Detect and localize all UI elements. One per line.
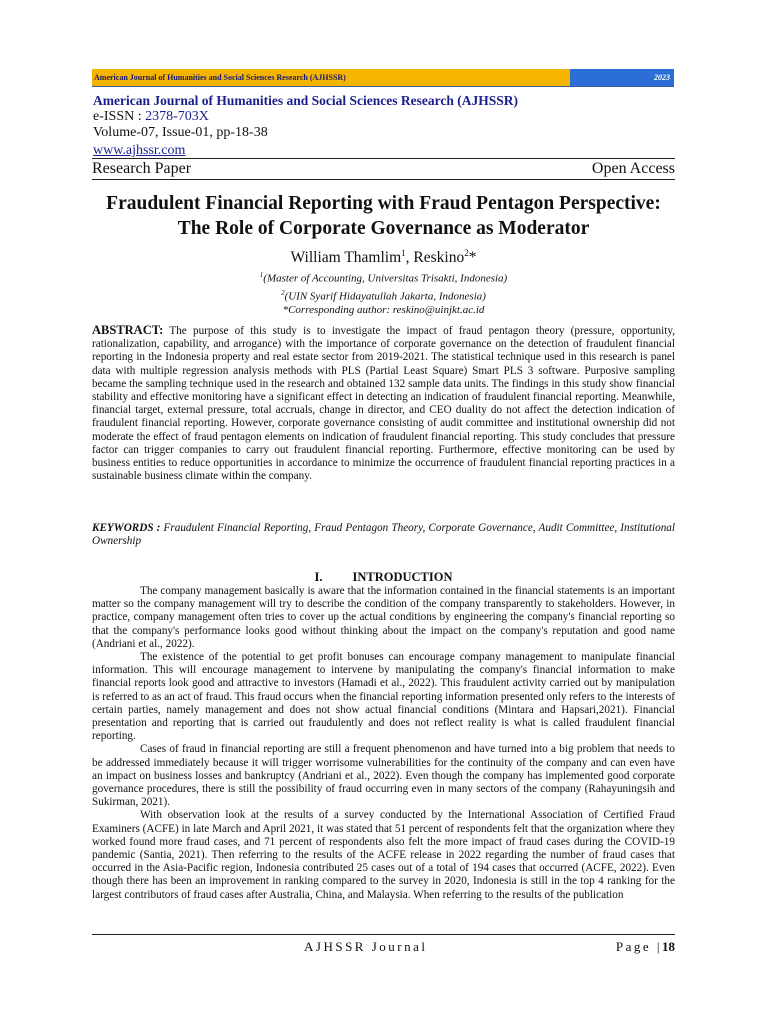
journal-info	[93, 93, 675, 159]
keywords-text: Fraudulent Financial Reporting, Fraud Pentagon Theory, Corporate Governance, Audit Committee, Institutional Ownership	[92, 522, 675, 548]
paragraph: The existence of the potential to get profit bonuses can encourage company management to manipulate financial information. This will encourage management to intervene by manipulating the company's financial information to make financial reports look good and attractive to investors (Hamadi et al., 2022). This fraudulent activity carried out by manipulation is referred to as an act of fraud. This fraud occurs when the financial reporting information presented only refers to the interests of certain parties, namely management and does not show actual financial conditions (Mintara and Hapsari,2021). Financial presentation and reporting that is carried out fraudulently and does not reflect reality is what is called fraudulent financial reporting.	[92, 651, 675, 743]
author-affiliation-mark: 1	[401, 248, 406, 258]
journal-url-link[interactable]: www.ajhssr.com	[93, 143, 186, 158]
corresponding-mark: *	[468, 249, 477, 267]
affiliations	[92, 268, 675, 317]
paragraph: Cases of fraud in financial reporting are still a frequent phenomenon and have turned into a big problem that needs to be addressed immediately because it will trigger worrisome vulnerabilities for the continuity of the company and can even have an impact on business losses and bankruptcy (Andriani et al., 2022). Even though the company has implemented good corporate governance procedures, there is still the possibility of fraud occurring even in many sectors of the company (Rahayuningsih and Sukirman, 2021).	[92, 743, 675, 809]
affiliation-2	[92, 286, 675, 304]
page-label: Page |	[615, 939, 662, 954]
footer-journal: AJHSSR Journal	[304, 939, 428, 954]
author-affiliation-mark: 2	[464, 248, 469, 258]
paper-type: Research Paper	[92, 160, 192, 177]
keywords-label: KEYWORDS :	[92, 522, 161, 534]
article-title: Fraudulent Financial Reporting with Fraud Pentagon Perspective: The Role of Corporate Governance as Moderator	[106, 193, 661, 239]
page-number: 18	[662, 939, 675, 954]
author-separator: ,	[405, 249, 414, 267]
abstract-text: The purpose of this study is to investigate the impact of fraud pentagon theory (pressure, opportunity, rationalization, capability, and arrogance) with the importance of corporate governance on the detection of fraudulent financial reporting in the Indonesia property and real estate sector from 2019-2021. The statistical technique used in this research is panel data with multiple regression analysis methods with PLS (Partial Least Square) Smart PLS 3 software. Purposive sampling became the sampling technique used in the research and obtained 132 sample data units. The findings in this study show financial stability and effective monitoring have a significant effect in detecting an indication of fraudulent financial reporting. Meanwhile, financial target, external pressure, total accruals, change in director, and CEO duality do not affect the detection indication of fraudulent financial reporting. However, corporate governance consisting of audit committee and institutional ownership did not moderate the effect of fraud pentagon elements on indication of fraudulent financial reporting. This study concludes that pressure factor can trigger companies to carry out fraudulent financial reporting. Furthermore, effective monitoring can be used by business entities to reduce opportunities in accordance to minimize the occurrence of fraudulent financial reporting practices in a sustainable business climate within the company.	[92, 325, 675, 483]
header-bar	[92, 69, 674, 87]
affiliation-number: 2	[281, 288, 285, 297]
paper-type-bar	[92, 158, 675, 180]
access-type: Open Access	[591, 160, 675, 177]
author-line	[92, 248, 675, 267]
footer-divider	[92, 934, 675, 935]
abstract-label: ABSTRACT:	[92, 323, 164, 337]
issn-line	[93, 109, 675, 125]
author-name: William Thamlim	[290, 249, 402, 267]
header-year: 2023	[570, 69, 674, 86]
introduction-body	[92, 585, 675, 902]
section-heading	[92, 570, 675, 585]
author-name: Reskino	[413, 249, 465, 267]
issn-label: e-ISSN :	[93, 109, 146, 124]
paragraph: With observation look at the results of a survey conducted by the International Association of Certified Fraud Examiners (ACFE) in late March and April 2021, it was stated that 51 percent of respondents felt that the organization where they worked found more fraud cases, and 71 percent of respondents also felt the more impact of fraud cases during the COVID-19 pandemic (Santia, 2021). Then referring to the results of the ACFE release in 2022 regarding the number of fraud cases that occurred in the Asia-Pacific region, Indonesia contributed 25 cases out of a total of 194 cases that occurred (ACFE, 2022). Even though there has been an improvement in ranking compared to the survey in 2020, Indonesia is still in the top 4 ranking for the largest contributors of fraud cases after Australia, China, and Malaysia. When referring to the results of the publication	[92, 809, 675, 901]
journal-title: American Journal of Humanities and Social Sciences Research (AJHSSR)	[93, 93, 518, 108]
affiliation-1	[92, 268, 675, 286]
issn-value: 2378-703X	[145, 109, 209, 124]
page-footer	[92, 939, 675, 955]
affiliation-text: (Master of Accounting, Universitas Trisakti, Indonesia)	[263, 272, 508, 285]
paragraph: The company management basically is aware that the information contained in the financial statements is an important matter so the company management will try to describe the condition of the company transparently to stakeholders. However, in practice, company management often tries to cover up the actual conditions by engineering the company's financial reporting so that the company's performance looks good without thinking about the impact on the company's reputation and good name (Andriani et al., 2022).	[92, 585, 675, 650]
header-journal-name: American Journal of Humanities and Social Sciences Research (AJHSSR)	[92, 69, 570, 86]
section-title: INTRODUCTION	[352, 570, 453, 584]
affiliation-number: 1	[259, 271, 264, 279]
corresponding-author: *Corresponding author: reskino@uinjkt.ac.id	[282, 304, 485, 317]
volume-line: Volume-07, Issue-01, pp-18-38	[93, 125, 268, 140]
section-number: I.	[314, 570, 323, 584]
keywords	[92, 522, 675, 548]
affiliation-text: (UIN Syarif Hidayatullah Jakarta, Indonesia)	[284, 290, 486, 303]
abstract	[92, 324, 675, 483]
page-indicator	[616, 939, 675, 955]
